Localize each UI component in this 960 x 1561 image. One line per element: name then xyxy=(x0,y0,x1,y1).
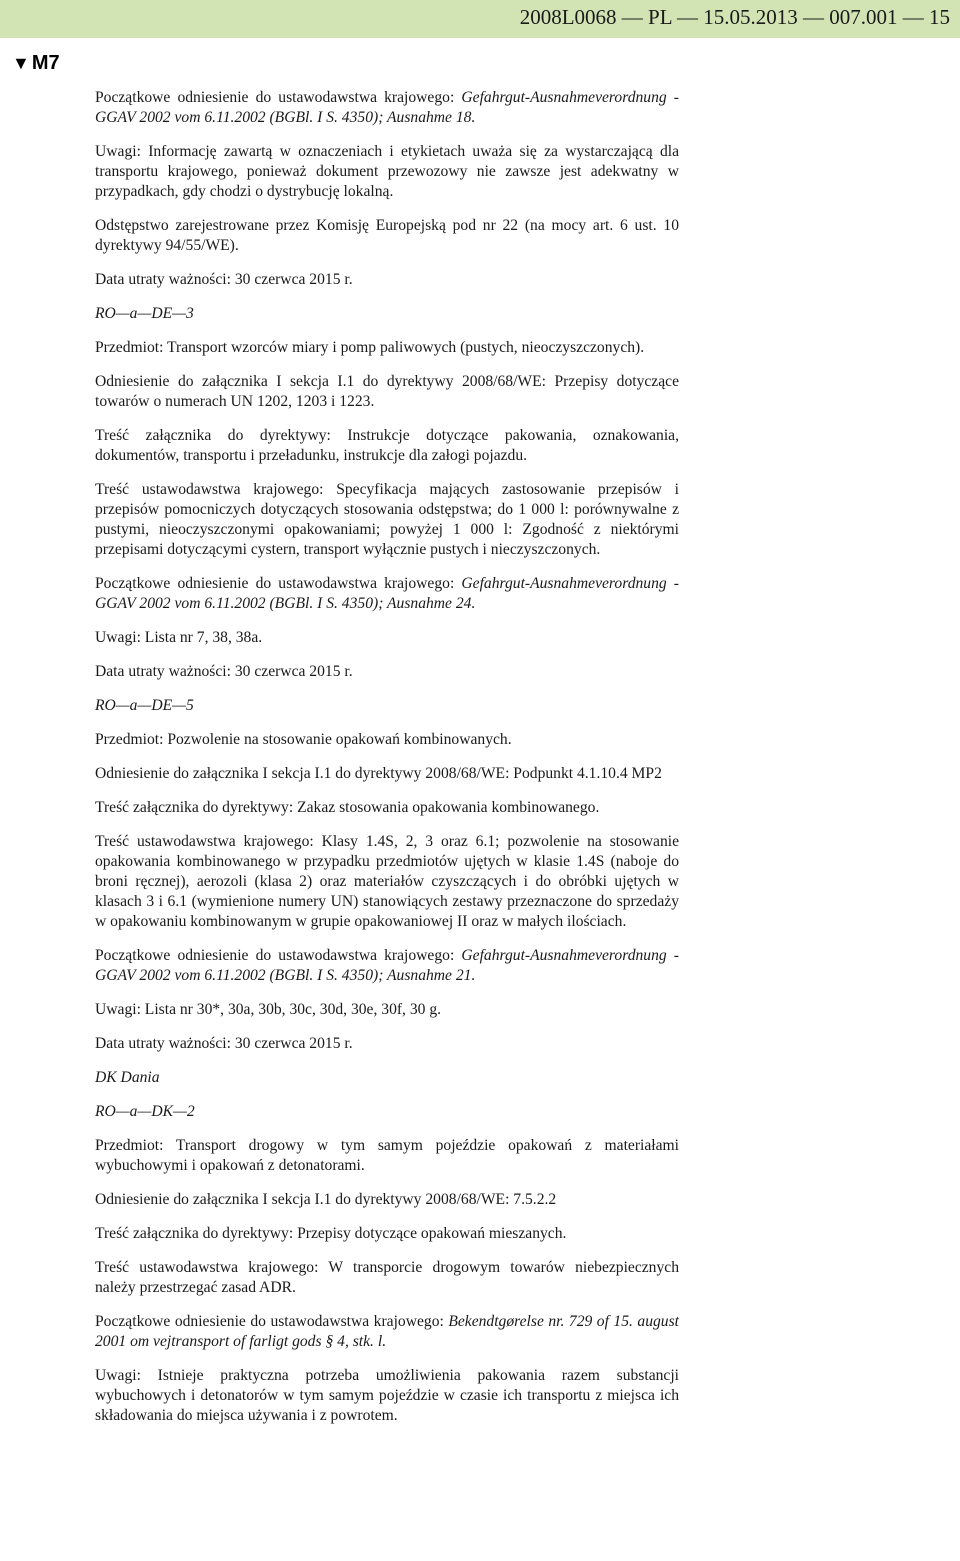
reference-paragraph xyxy=(95,946,679,986)
annex-reference-paragraph: Odniesienie do załącznika I sekcja I.1 do dyrektywy 2008/68/WE: 7.5.2.2 xyxy=(95,1191,557,1208)
derogation-paragraph: Odstępstwo zarejestrowane przez Komisję Europejską pod nr 22 (na mocy art. 6 ust. 10 dyrektywy 94/55/WE). xyxy=(95,217,679,254)
expiry-date: Data utraty ważności: 30 czerwca 2015 r. xyxy=(95,1035,353,1052)
subject-paragraph: Przedmiot: Transport drogowy w tym samym pojeździe opakowań z materiałami wybuchowymi i opakowań z detonatorami. xyxy=(95,1137,679,1174)
reference-prefix: Początkowe odniesienie do ustawodawstwa krajowego: xyxy=(95,1313,449,1330)
remarks-paragraph: Uwagi: Istnieje praktyczna potrzeba umożliwienia pakowania razem substancji wybuchowych i detonatorów w tym samym pojeździe w czasie ich transportu z miejsca ich składowania do miejsca używania i z powrotem. xyxy=(95,1367,679,1424)
country-heading: DK Dania xyxy=(95,1069,160,1086)
subject-paragraph: Przedmiot: Transport wzorców miary i pomp paliwowych (pustych, nieoczyszczonych). xyxy=(95,339,645,356)
reference-paragraph xyxy=(95,574,679,614)
amendment-marker xyxy=(12,52,60,75)
reference-paragraph xyxy=(95,1312,679,1352)
annex-reference-paragraph: Odniesienie do załącznika I sekcja I.1 do dyrektywy 2008/68/WE: Podpunkt 4.1.10.4 MP2 xyxy=(95,765,662,782)
down-triangle-icon: ▼ xyxy=(12,53,30,73)
reference-title: Bekendtgørelse nr. 729 of 15. august 2001 om vejtransport of farligt gods § 4, stk. l. xyxy=(95,1313,679,1350)
section-code: RO—a—DK—2 xyxy=(95,1103,195,1120)
annex-content-paragraph: Treść załącznika do dyrektywy: Zakaz stosowania opakowania kombinowanego. xyxy=(95,799,600,816)
reference-title: Gefahrgut-Ausnahmeverordnung - GGAV 2002 vom 6.11.2002 (BGBl. I S. 4350); Ausnahme 24. xyxy=(95,575,679,612)
section-code: RO—a—DE—5 xyxy=(95,697,194,714)
reference-prefix: Początkowe odniesienie do ustawodawstwa krajowego: xyxy=(95,89,462,106)
section-code: RO—a—DE—3 xyxy=(95,305,194,322)
annex-content-paragraph: Treść załącznika do dyrektywy: Przepisy dotyczące opakowań mieszanych. xyxy=(95,1225,567,1242)
reference-paragraph xyxy=(95,88,679,128)
document-reference: 2008L0068 — PL — 15.05.2013 — 007.001 — 15 xyxy=(519,5,950,29)
national-law-paragraph: Treść ustawodawstwa krajowego: Specyfikacja mających zastosowanie przepisów i przepisów pomocniczych dotyczących stosowania odstępstwa; do 1 000 l: porównywalne z pustymi, nieoczyszczonymi opakowaniami; powyżej 1 000 l: Zgodność z niektórymi przepisami dotyczącymi cystern, transport wyłącznie pustych i nieczyszczonych. xyxy=(95,481,679,558)
annex-reference-paragraph: Odniesienie do załącznika I sekcja I.1 do dyrektywy 2008/68/WE: Przepisy dotyczące towarów o numerach UN 1202, 1203 i 1223. xyxy=(95,373,679,410)
subject-paragraph: Przedmiot: Pozwolenie na stosowanie opakowań kombinowanych. xyxy=(95,731,512,748)
expiry-date: Data utraty ważności: 30 czerwca 2015 r. xyxy=(95,271,353,288)
national-law-paragraph: Treść ustawodawstwa krajowego: Klasy 1.4S, 2, 3 oraz 6.1; pozwolenie na stosowanie opakowania kombinowanego w przypadku przedmiotów ujętych w klasie 1.4S (naboje do broni ręcznej), aerozoli (klasa 2) oraz materiałów czyszczących i do obróbki ujętych w klasach 3 i 6.1 (wymienione numery UN) stanowiących zestawy przeznaczone do sprzedaży w opakowaniu kombinowanym w grupie opakowaniowej II oraz w małych ilościach. xyxy=(95,833,679,930)
reference-title: Gefahrgut-Ausnahmeverordnung - GGAV 2002 vom 6.11.2002 (BGBl. I S. 4350); Ausnahme 21. xyxy=(95,947,679,984)
remarks-paragraph: Uwagi: Lista nr 7, 38, 38a. xyxy=(95,629,263,646)
document-body xyxy=(95,88,679,1426)
national-law-paragraph: Treść ustawodawstwa krajowego: W transporcie drogowym towarów niebezpiecznych należy przestrzegać zasad ADR. xyxy=(95,1259,679,1296)
reference-title: Gefahrgut-Ausnahmeverordnung - GGAV 2002 vom 6.11.2002 (BGBl. I S. 4350); Ausnahme 18. xyxy=(95,89,679,126)
annex-content-paragraph: Treść załącznika do dyrektywy: Instrukcje dotyczące pakowania, oznakowania, dokumentów, transportu i przeładunku, instrukcje dla załogi pojazdu. xyxy=(95,427,679,464)
remarks-paragraph: Uwagi: Lista nr 30*, 30a, 30b, 30c, 30d, 30e, 30f, 30 g. xyxy=(95,1001,442,1018)
reference-prefix: Początkowe odniesienie do ustawodawstwa krajowego: xyxy=(95,575,462,592)
amendment-label: M7 xyxy=(31,52,60,74)
expiry-date: Data utraty ważności: 30 czerwca 2015 r. xyxy=(95,663,353,680)
document-header-bar xyxy=(0,0,960,38)
reference-prefix: Początkowe odniesienie do ustawodawstwa krajowego: xyxy=(95,947,462,964)
remarks-paragraph: Uwagi: Informację zawartą w oznaczeniach i etykietach uważa się za wystarczającą dla transportu krajowego, ponieważ dokument przewozowy nie zawsze jest adekwatny w przypadkach, gdy chodzi o dystrybucję lokalną. xyxy=(95,143,679,200)
